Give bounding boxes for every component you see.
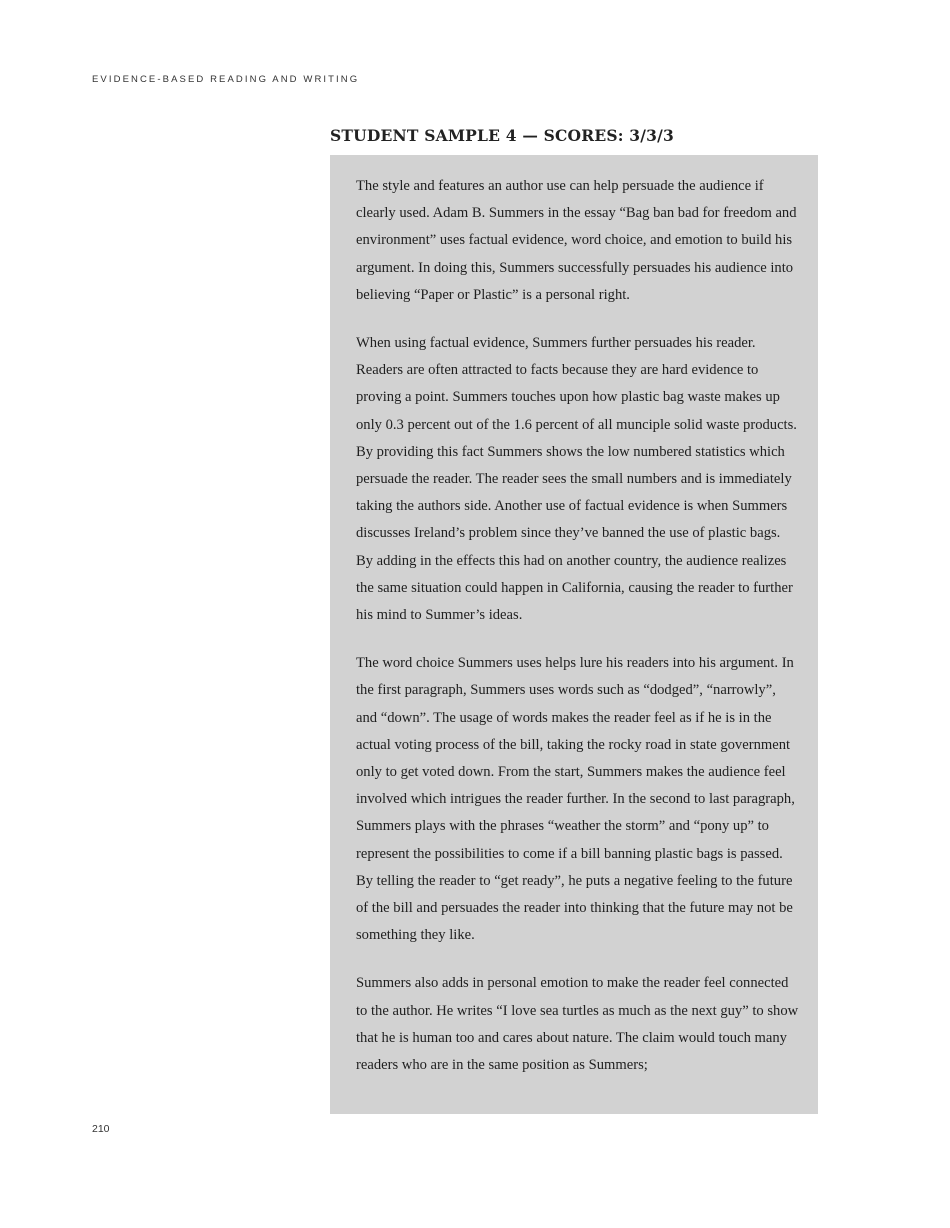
sample-title: STUDENT SAMPLE 4 — SCORES: 3/3/3 bbox=[330, 126, 674, 145]
running-header: EVIDENCE-BASED READING AND WRITING bbox=[92, 74, 360, 85]
essay-box bbox=[330, 155, 818, 1114]
essay-paragraph-4: Summers also adds in personal emotion to make the reader feel connected to the author. He writes “I love sea turtles as much as the next guy” to show that he is human too and cares about nature. The claim would touch many readers who are in the same position as Summers; bbox=[356, 975, 799, 1074]
essay-paragraph-2: When using factual evidence, Summers further persuades his reader. Readers are often attracted to facts because they are hard evidence to proving a point. Summers touches upon how plastic bag waste makes up only 0.3 percent out of the 1.6 percent of all munciple solid waste products. By providing this fact Summers shows the low numbered statistics which persuade the reader. The reader sees the small numbers and is immediately taking the authors side. Another use of factual evidence is when Summers discusses Ireland’s problem since they’ve banned the use of plastic bags. By adding in the effects this had on another country, the audience realizes the same situation could happen in California, causing the reader to further his mind to Summer’s ideas. bbox=[356, 335, 797, 624]
page-number: 210 bbox=[92, 1123, 110, 1135]
essay-paragraph-1: The style and features an author use can help persuade the audience if clearly used. Adam B. Summers in the essay “Bag ban bad for freedom and environment” uses factual evidence, word choice, and emotion to build his argument. In doing this, Summers successfully persuades his audience into believing “Paper or Plastic” is a personal right. bbox=[356, 178, 797, 303]
essay-paragraph-3: The word choice Summers uses helps lure his readers into his argument. In the first paragraph, Summers uses words such as “dodged”, “narrowly”, and “down”. The usage of words makes the reader feel as if he is in the actual voting process of the bill, taking the rocky road in state government only to get voted down. From the start, Summers makes the audience feel involved which intrigues the reader further. In the second to last paragraph, Summers plays with the phrases “weather the storm” and “pony up” to represent the possibilities to come if a bill banning plastic bags is passed. By telling the reader to “get ready”, he puts a negative feeling to the future of the bill and persuades the reader into thinking that the future may not be something they like. bbox=[356, 655, 795, 944]
